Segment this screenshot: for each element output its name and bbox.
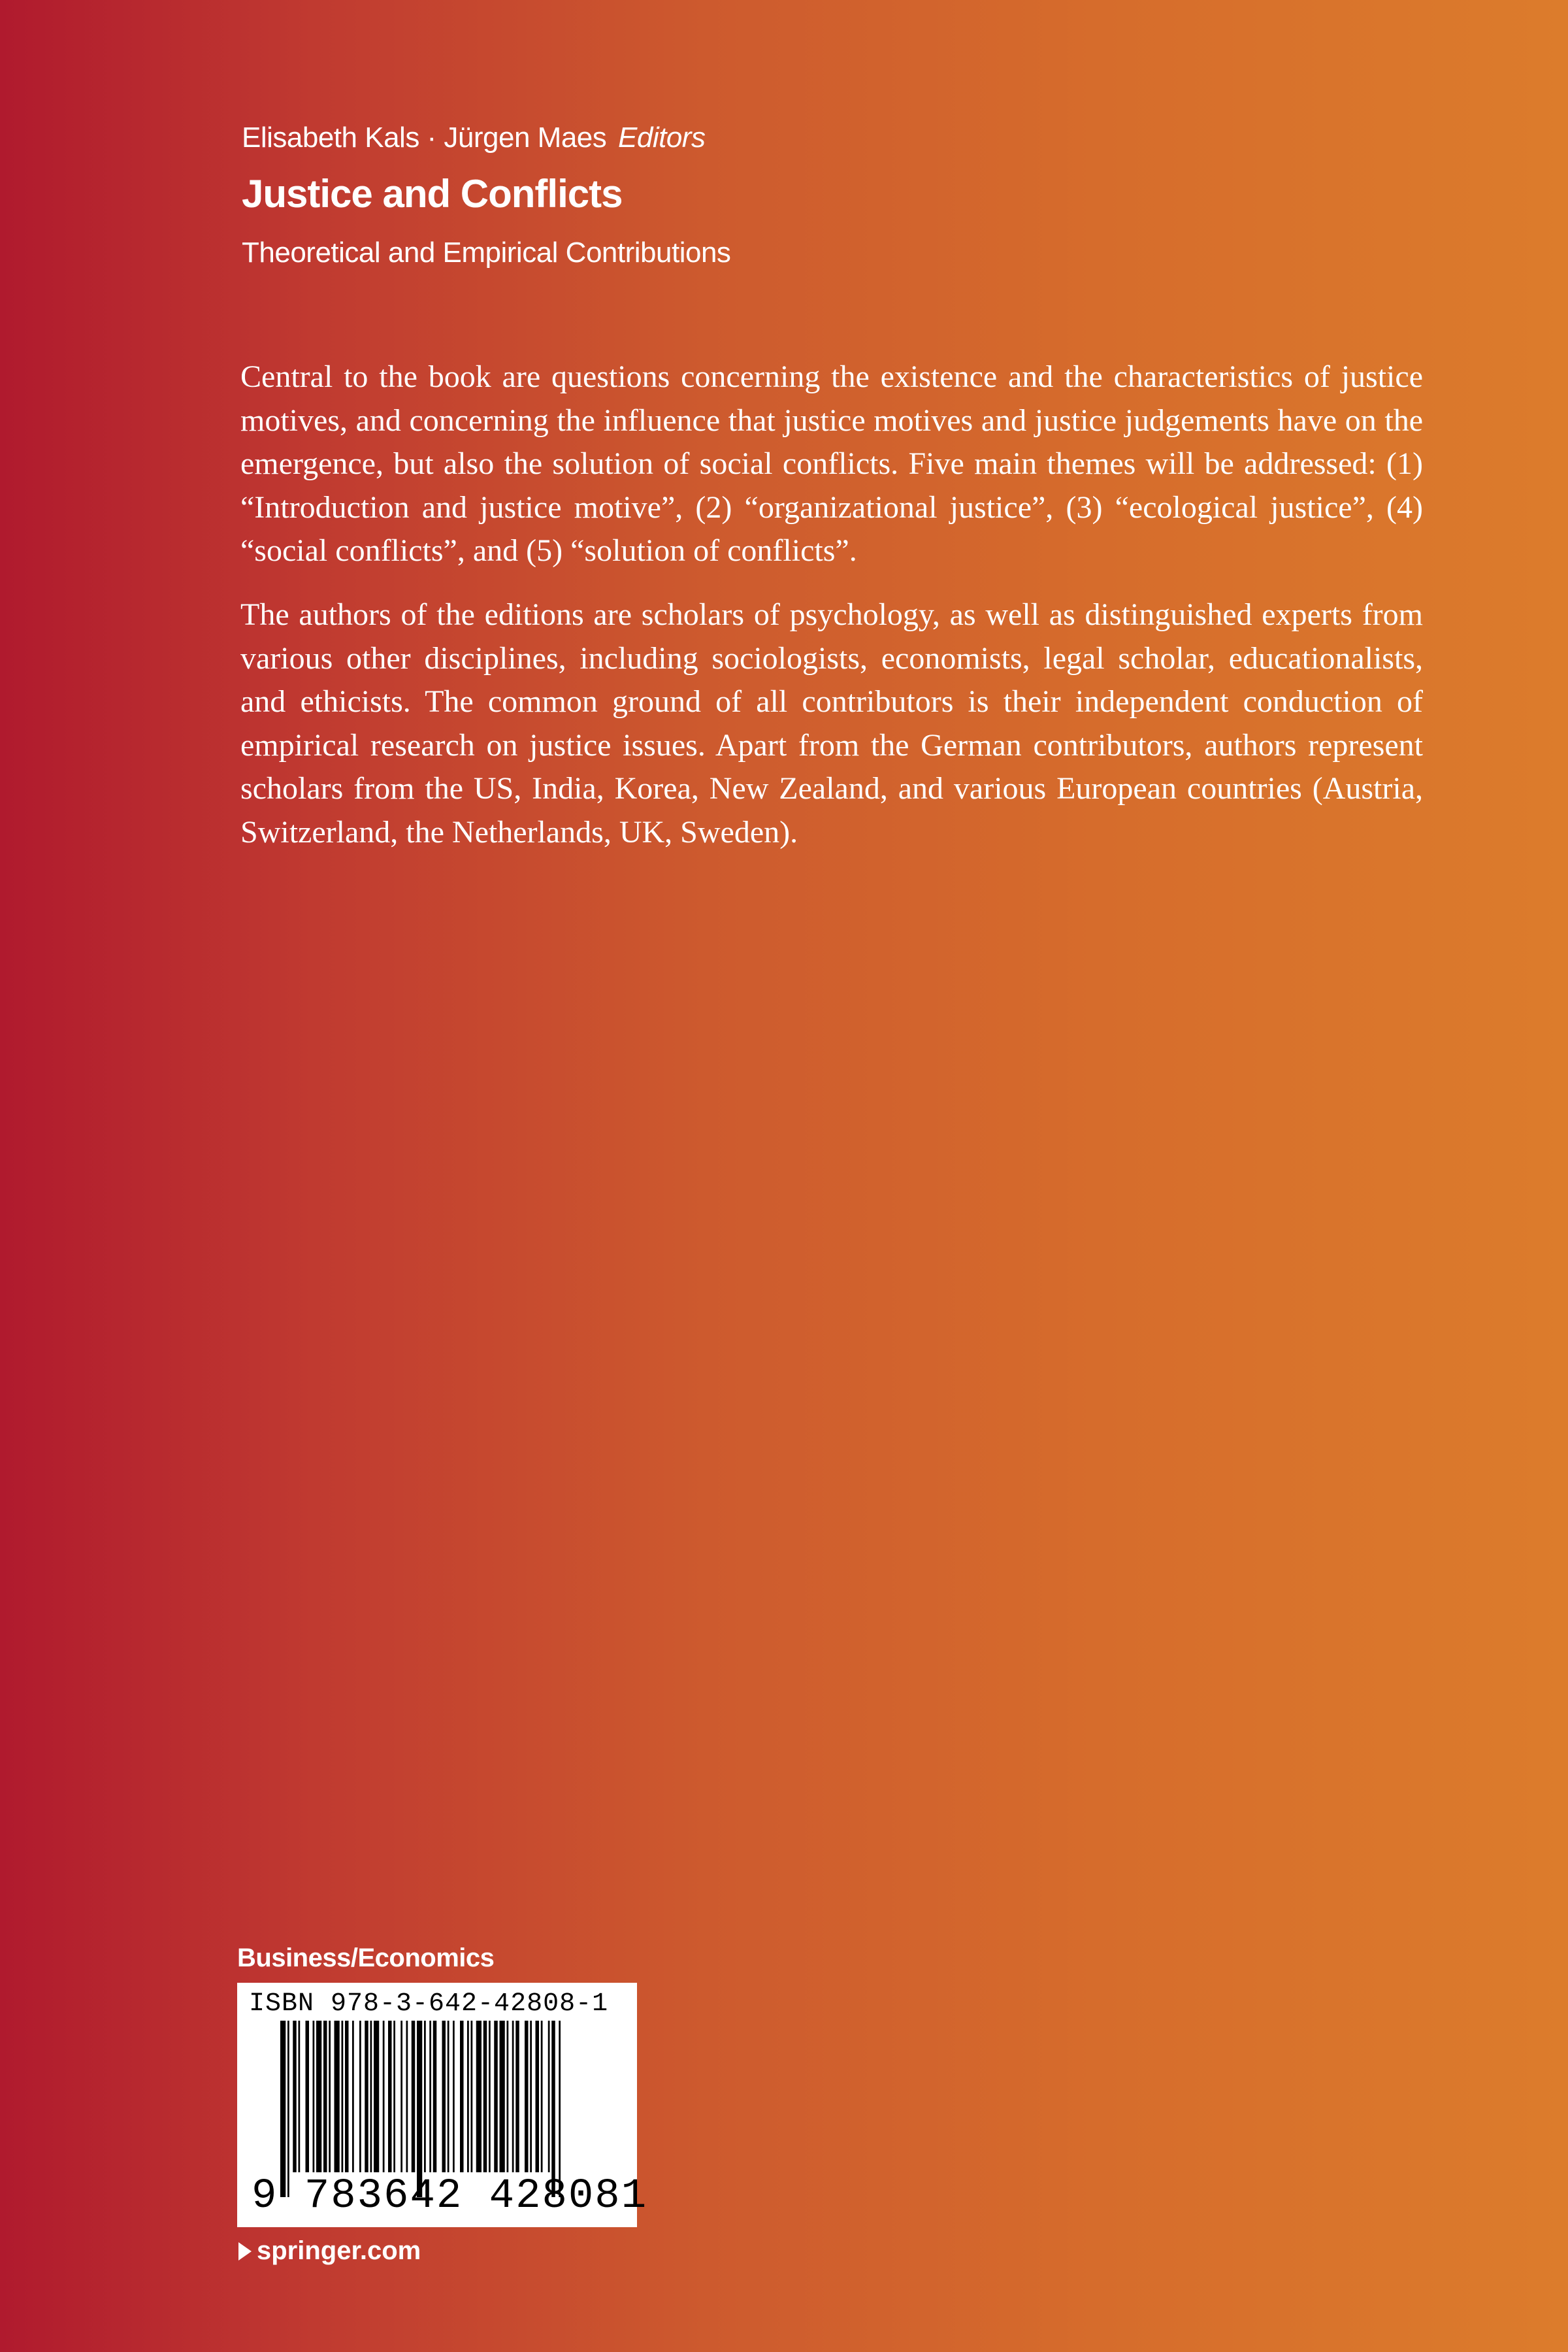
barcode-bar [359,2021,361,2172]
barcode-bar [548,2021,550,2172]
barcode-bar [352,2021,354,2172]
barcode-bar [507,2021,509,2172]
blurb-paragraph-1: Central to the book are questions concerning the existence and the characteristics of justice motives, and concerning the influence that justice motives and justice judgements have on the emergence, but also the solution of social conflicts. Five main themes will be addressed: (1) “Introduction and justice motive”, (2) “organizational justice”, (3) “ecological justice”, (4) “social conflicts”, and (5) “solution of conflicts”. [240,359,1423,568]
barcode-bar [471,2021,473,2172]
barcode-bar [530,2021,532,2172]
arrow-right-icon [238,2242,252,2261]
barcode-bar [316,2021,321,2172]
barcode-bar [406,2021,408,2172]
barcode-bar [335,2021,340,2172]
book-subtitle: Theoretical and Empirical Contributions [242,237,731,269]
barcode-bar [293,2021,297,2172]
barcode-bar [329,2021,331,2172]
barcode-bar [500,2021,505,2172]
barcode-bar [483,2021,487,2172]
barcode-bar [280,2021,286,2197]
editors-names: Elisabeth Kals · Jürgen Maes [242,122,607,154]
barcode-bar [365,2021,368,2172]
barcode-bar [512,2021,514,2172]
barcode-bar [559,2021,561,2197]
barcode-bar [299,2021,301,2172]
isbn-label: ISBN 978-3-642-42808-1 [249,1989,609,2019]
barcode-bar [453,2021,455,2172]
barcode-bar [424,2021,426,2172]
publisher-website [238,2236,421,2266]
barcode-bar [313,2021,315,2172]
barcode-bar [476,2021,482,2172]
barcode-digits: 9 783642 428081 [252,2173,648,2220]
subject-category: Business/Economics [237,1944,495,1972]
barcode-bar [393,2021,395,2172]
barcode-bar [374,2021,379,2172]
book-title: Justice and Conflicts [242,172,623,216]
barcode-bar [433,2021,437,2172]
barcode-bar [536,2021,540,2172]
barcode-bar [412,2021,416,2172]
barcode-bar [342,2021,344,2172]
barcode-bar [400,2021,402,2172]
barcode-bar [448,2021,449,2172]
barcode-bar [494,2021,498,2172]
publisher-website-label: springer.com [257,2236,421,2265]
barcode-bar [489,2021,491,2172]
blurb-paragraph-2: The authors of the editions are scholars of psychology, as well as distinguished experts from various other disciplines, including sociologists, economists, legal scholar, educationalists, and ethicists. The common ground of all contributors is their independent conduction of empirical research on justice issues. Apart from the German contributors, authors represent scholars from the US, India, Korea, New Zealand, and various European countries (Austria, Switzerland, the Netherlands, UK, Sweden). [240,597,1423,850]
barcode-bar [429,2021,431,2172]
barcode-bar [442,2021,446,2172]
barcode-bar [370,2021,372,2172]
barcode-bar [417,2021,422,2197]
barcode-bar [383,2021,385,2172]
isbn-barcode [237,1983,648,2227]
barcode-bar [345,2021,349,2172]
barcode-bar [287,2021,289,2197]
barcode-bar [460,2021,464,2172]
barcode-bar [551,2021,555,2197]
editors-role: Editors [618,122,706,154]
barcode-bar [323,2021,327,2172]
editors-line [242,122,705,154]
barcode-bar [541,2021,543,2172]
barcode-bar [525,2021,529,2172]
barcode-bar [515,2021,519,2172]
barcode-bar [306,2021,310,2172]
barcode-bar [467,2021,469,2172]
barcode-bar [388,2021,392,2172]
